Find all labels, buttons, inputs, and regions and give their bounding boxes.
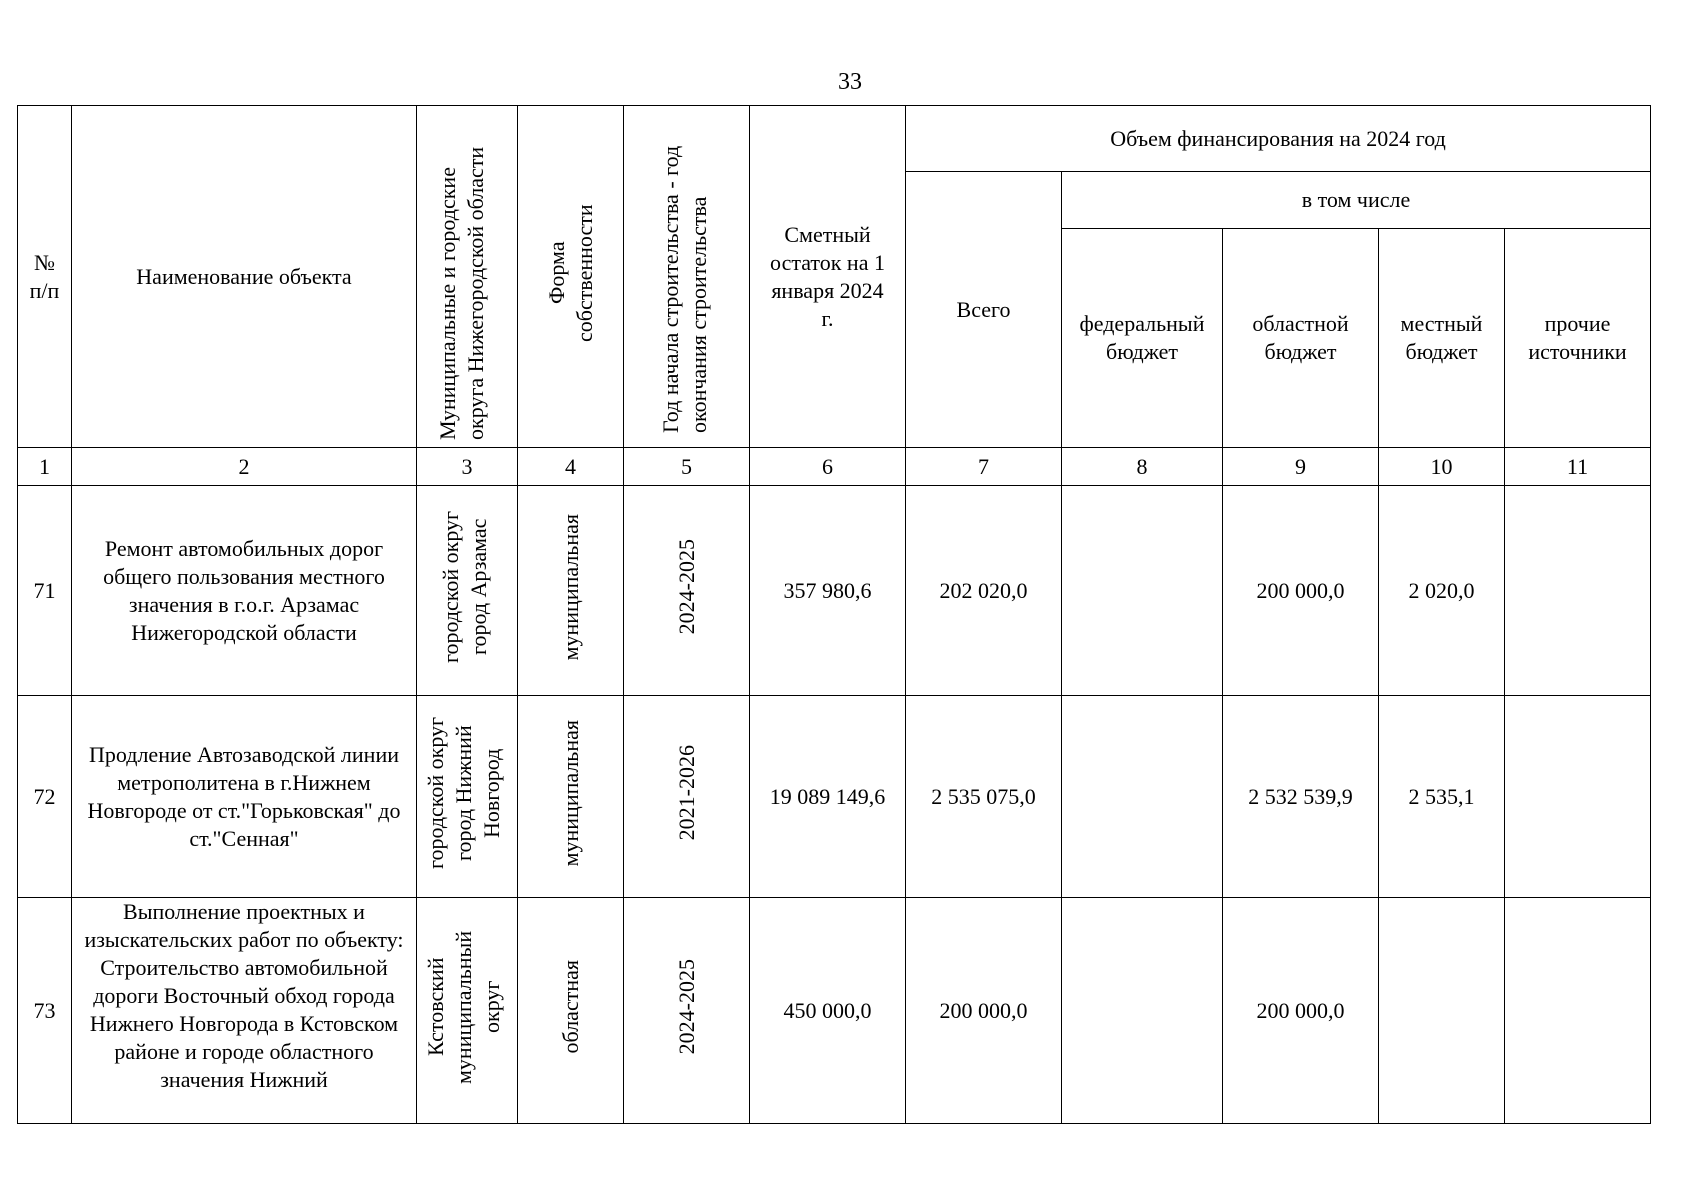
years-cell: 2021-2026 xyxy=(624,696,750,898)
column-number: 6 xyxy=(750,448,906,486)
total-cell: 2 535 075,0 xyxy=(906,696,1062,898)
header-other: прочие источники xyxy=(1505,229,1651,448)
table-row xyxy=(18,696,1651,898)
municipality-cell: городской округ город Нижний Новгород xyxy=(417,696,518,898)
ownership-cell: областная xyxy=(518,898,624,1124)
row-number: 73 xyxy=(18,898,72,1124)
local-cell: 2 020,0 xyxy=(1379,486,1505,696)
local-cell xyxy=(1379,898,1505,1124)
table-row xyxy=(18,486,1651,696)
municipality-cell: городской округ город Арзамас xyxy=(417,486,518,696)
federal-cell xyxy=(1062,486,1223,696)
header-municipality: Муниципальные и городские округа Нижегородской области xyxy=(417,106,518,448)
object-name: Выполнение проектных и изыскательских работ по объекту: Строительство автомобильной дороги Восточный обход города Нижнего Новгорода в Кстовском районе и городе областного значения Нижний xyxy=(72,898,417,1124)
local-cell: 2 535,1 xyxy=(1379,696,1505,898)
header-federal: федеральный бюджет xyxy=(1062,229,1223,448)
column-number: 11 xyxy=(1505,448,1651,486)
regional-cell: 200 000,0 xyxy=(1223,486,1379,696)
ownership-cell: муниципальная xyxy=(518,486,624,696)
regional-cell: 2 532 539,9 xyxy=(1223,696,1379,898)
financing-table xyxy=(17,105,1651,1124)
total-cell: 200 000,0 xyxy=(906,898,1062,1124)
column-numbers-row xyxy=(18,448,1651,486)
row-number: 72 xyxy=(18,696,72,898)
header-local: местный бюджет xyxy=(1379,229,1505,448)
other-cell xyxy=(1505,696,1651,898)
header-years: Год начала строительства - год окончания строительства xyxy=(624,106,750,448)
header-total: Всего xyxy=(906,172,1062,448)
object-name: Продление Автозаводской линии метрополитена в г.Нижнем Новгороде от ст."Горьковская" до ст."Сенная" xyxy=(72,696,417,898)
total-cell: 202 020,0 xyxy=(906,486,1062,696)
years-cell: 2024-2025 xyxy=(624,898,750,1124)
header-estimate: Сметный остаток на 1 января 2024 г. xyxy=(750,106,906,448)
column-number: 2 xyxy=(72,448,417,486)
object-name: Ремонт автомобильных дорог общего пользования местного значения в г.о.г. Арзамас Нижегородской области xyxy=(72,486,417,696)
header-ownership: Форма собственности xyxy=(518,106,624,448)
row-number: 71 xyxy=(18,486,72,696)
estimate-cell: 357 980,6 xyxy=(750,486,906,696)
other-cell xyxy=(1505,486,1651,696)
federal-cell xyxy=(1062,696,1223,898)
column-number: 4 xyxy=(518,448,624,486)
header-including: в том числе xyxy=(1062,172,1651,229)
header-row-1 xyxy=(18,106,1651,172)
column-number: 7 xyxy=(906,448,1062,486)
column-number: 9 xyxy=(1223,448,1379,486)
column-number: 3 xyxy=(417,448,518,486)
column-number: 8 xyxy=(1062,448,1223,486)
ownership-cell: муниципальная xyxy=(518,696,624,898)
federal-cell xyxy=(1062,898,1223,1124)
header-funding: Объем финансирования на 2024 год xyxy=(906,106,1651,172)
estimate-cell: 19 089 149,6 xyxy=(750,696,906,898)
municipality-cell: Кстовский муниципальный округ xyxy=(417,898,518,1124)
header-no: № п/п xyxy=(18,106,72,448)
estimate-cell: 450 000,0 xyxy=(750,898,906,1124)
years-cell: 2024-2025 xyxy=(624,486,750,696)
other-cell xyxy=(1505,898,1651,1124)
column-number: 1 xyxy=(18,448,72,486)
column-number: 5 xyxy=(624,448,750,486)
regional-cell: 200 000,0 xyxy=(1223,898,1379,1124)
table-row xyxy=(18,898,1651,1124)
header-regional: областной бюджет xyxy=(1223,229,1379,448)
column-number: 10 xyxy=(1379,448,1505,486)
header-name: Наименование объекта xyxy=(72,106,417,448)
page-number: 33 xyxy=(838,69,862,95)
